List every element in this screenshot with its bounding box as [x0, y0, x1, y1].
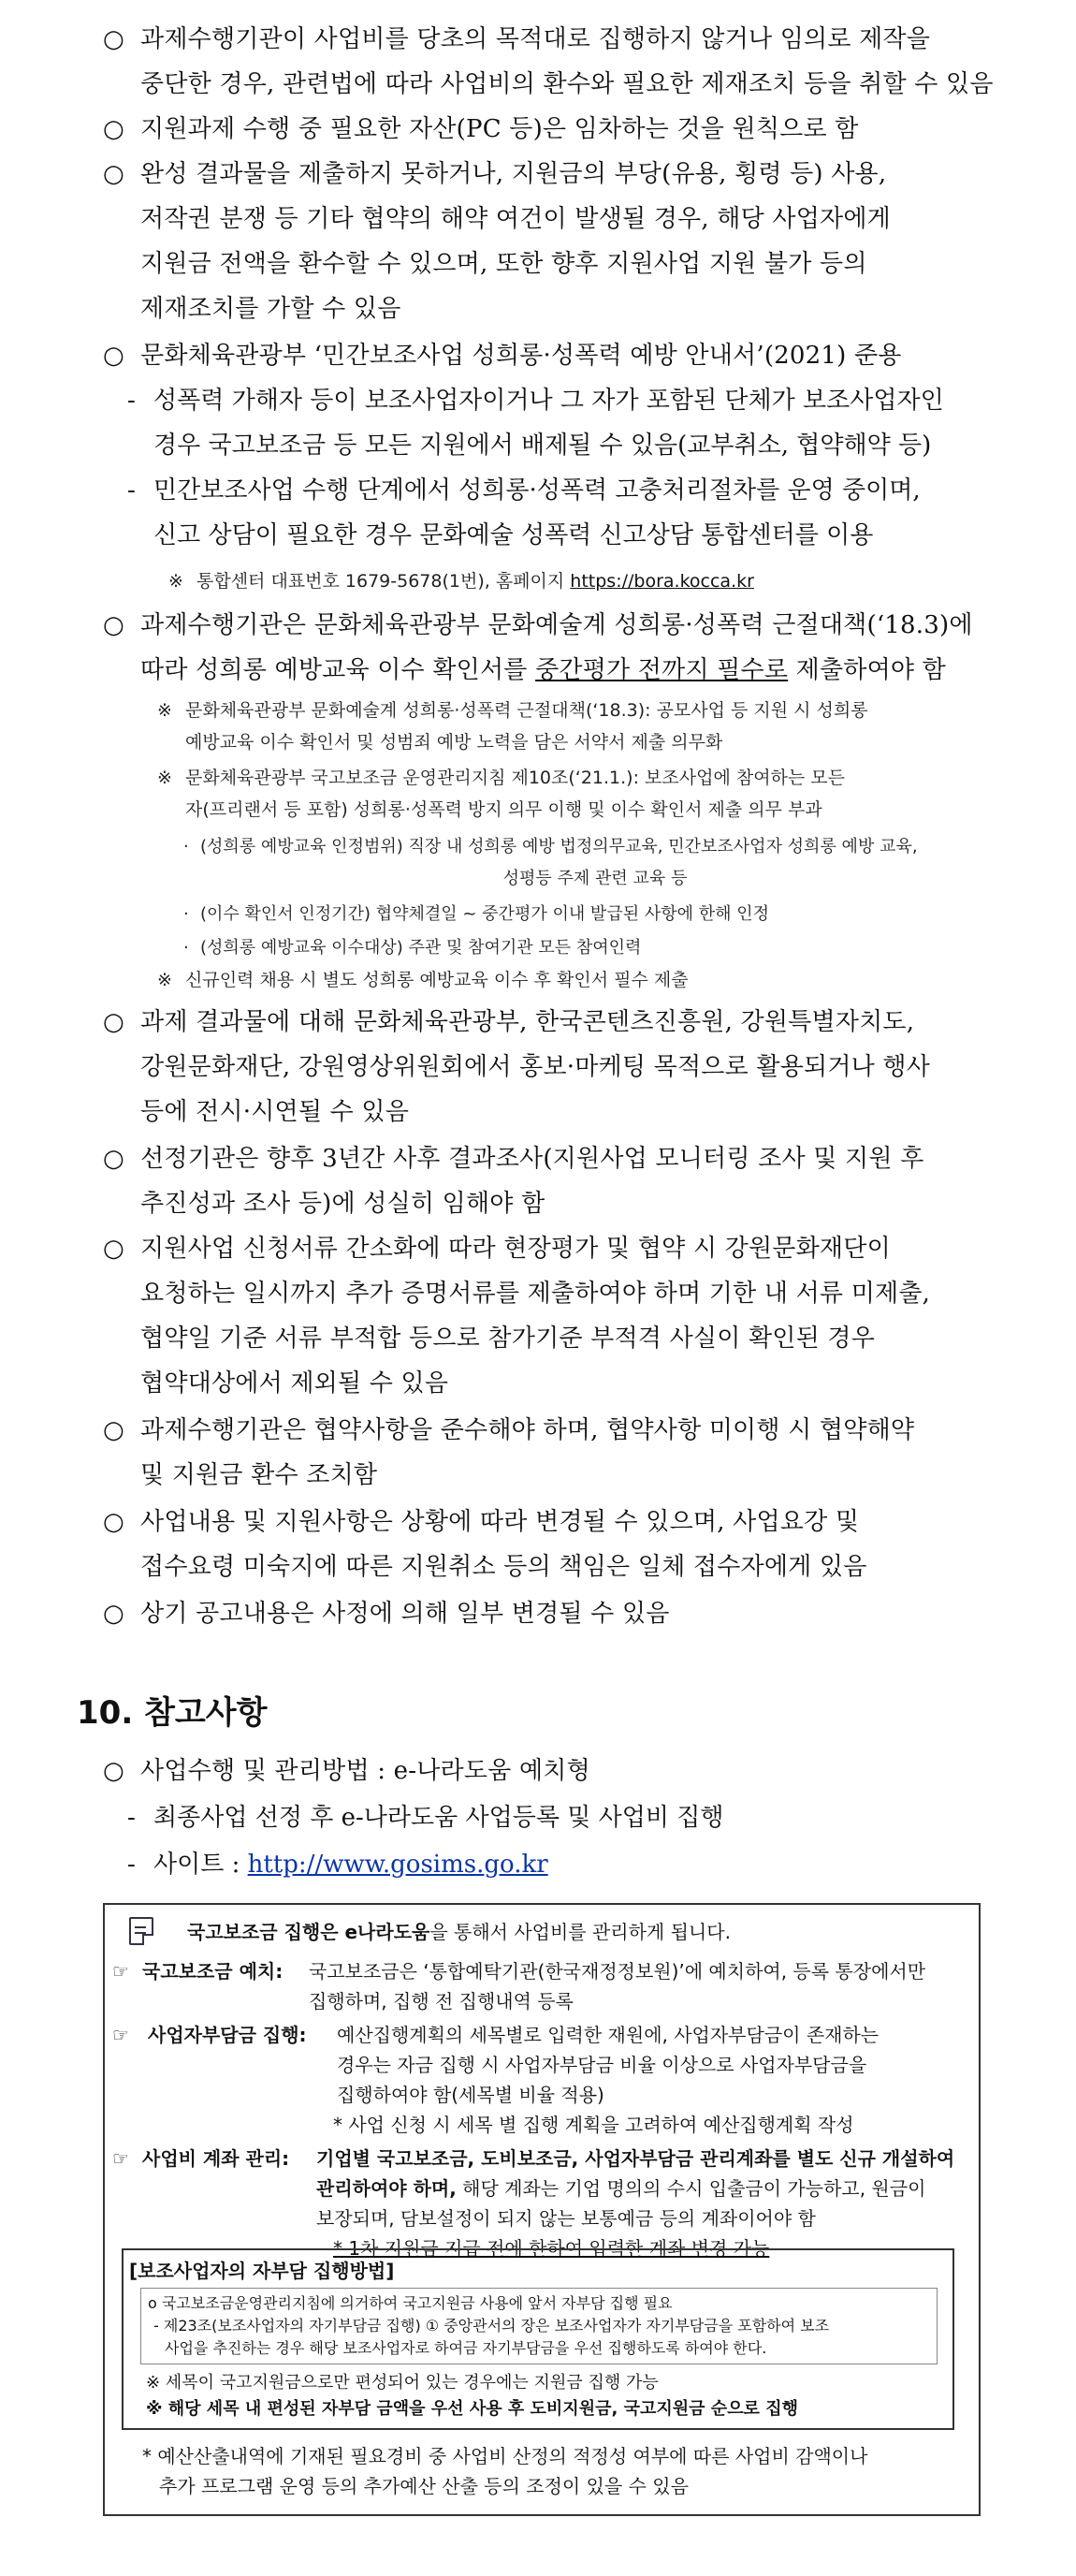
row-line: 국고보조금은 ‘통합예탁기관(한국재정정보원)’에 예치하여, 등록 통장에서만 — [309, 1960, 926, 1983]
bullet-mark: ○ — [103, 1416, 124, 1444]
row-label — [148, 2020, 307, 2050]
bullet-line: 지원금 전액을 환수할 수 있으며, 또한 향후 지원사업 지원 불가 등의 — [140, 250, 867, 278]
bullet-mark: ○ — [103, 160, 124, 188]
center-note — [168, 565, 992, 597]
bullet-item — [103, 1408, 1020, 1498]
box-header — [187, 1917, 973, 1947]
row-bold-text: 관리하여야 하며, — [316, 2177, 457, 2200]
dash-item — [127, 1842, 1016, 1887]
note-line: 신규인력 채용 시 별도 성희롱 예방교육 이수 후 확인서 필수 제출 — [185, 970, 689, 990]
bullet-line: 사업내용 및 지원사항은 상황에 따라 변경될 수 있으며, 사업요강 및 — [140, 1508, 860, 1536]
dash-mark: - — [127, 476, 136, 505]
note-mark: ※ — [157, 970, 172, 990]
dash-line: 신고 상담이 필요한 경우 문화예술 성폭력 신고상담 통합센터를 이용 — [153, 521, 874, 549]
bullet-line: 저작권 분쟁 등 기타 협약의 해약 여건이 발생될 경우, 해당 사업자에게 — [140, 205, 891, 233]
bullet-line: 지원과제 수행 중 필요한 자산(PC 등)은 임차하는 것을 원칙으로 함 — [140, 115, 859, 143]
bullet-item — [103, 1500, 1020, 1589]
box-footnote: * 예산산출내역에 기재된 필요경비 중 사업비 산정의 적정성 여부에 따른 사업비 감액이나 — [142, 2445, 868, 2467]
bullet-line: 과제수행기관이 사업비를 당초의 목적대로 집행하지 않거나 임의로 제작을 — [140, 25, 931, 53]
bullet-mark: ○ — [103, 115, 124, 143]
bullet-line: 등에 전시·시연될 수 있음 — [140, 1098, 410, 1126]
dash-mark: - — [127, 1851, 136, 1879]
row-line: 집행하여야 함(세목별 비율 적용) — [337, 2084, 604, 2106]
bullet-line: 제재조치를 가할 수 있음 — [140, 295, 401, 323]
bullet-line: 추진성과 조사 등)에 성실히 임해야 함 — [140, 1190, 545, 1218]
bullet-mark: ○ — [103, 1508, 124, 1536]
dash-line: 성폭력 가해자 등이 보조사업자이거나 그 자가 포함된 단체가 보조사업자인 — [153, 387, 944, 415]
note-mark: ※ — [157, 700, 172, 721]
bullet-mark: ○ — [103, 1145, 124, 1173]
note-mark: ※ — [168, 571, 183, 592]
bullet-item — [103, 333, 1020, 378]
document-icon — [129, 1917, 153, 1945]
sub-line: (성희롱 예방교육 이수대상) 주관 및 참여기관 모든 참여인력 — [200, 938, 642, 958]
note-mark: ※ — [157, 768, 172, 788]
inner-note-bold: ※ 해당 세목 내 편성된 자부담 금액을 우선 사용 후 도비지원금, 국고지원금 순으로 집행 — [146, 2399, 798, 2419]
bullet-item — [103, 17, 1020, 107]
sub-line: (성희롱 예방교육 인정범위) 직장 내 성희롱 예방 법정의무교육, 민간보조사업자 성희롱 예방 교육, — [200, 837, 918, 856]
bullet-line: 과제수행기관은 문화체육관광부 문화예술계 성희롱·성폭력 근절대책(‘18.3)에 — [140, 611, 973, 639]
row-label-text: 국고보조금 예치: — [142, 1960, 284, 1983]
quote-line: - 제23조(보조사업자의 자기부담금 집행) ① 중앙관서의 장은 보조사업자가 자기부담금을 포함하여 보조 — [153, 2317, 830, 2334]
bullet-item — [103, 1000, 1020, 1134]
edu-note — [157, 695, 999, 758]
dash-item — [127, 468, 1016, 558]
row-line — [316, 2174, 982, 2203]
row-label — [142, 1956, 283, 1986]
bullet-item — [103, 1226, 1020, 1406]
bullet-line: 접수요령 미숙지에 따른 지원취소 등의 책임은 일체 접수자에게 있음 — [140, 1553, 867, 1581]
quote-line: 사업을 추진하는 경우 해당 보조사업자로 하여금 자기부담금을 우선 집행하도록 하여야 한다. — [165, 2339, 767, 2357]
bullet-line-part: 제출하여야 함 — [788, 656, 946, 684]
row-line: 집행하며, 집행 전 집행내역 등록 — [309, 1990, 574, 2012]
inner-note — [146, 2396, 951, 2422]
pointing-hand-icon: ☞ — [112, 2024, 129, 2046]
pointing-hand-icon: ☞ — [112, 1960, 129, 1983]
edu-note — [157, 762, 999, 826]
dash-line: 민간보조사업 수행 단계에서 성희롱·성폭력 고충처리절차를 운영 중이며, — [153, 476, 921, 505]
row-line: 경우는 자금 집행 시 사업자부담금 비율 이상으로 사업자부담금을 — [337, 2054, 867, 2076]
sub-line: (이수 확인서 인정기간) 협약체결일 ~ 중간평가 이내 발급된 사항에 한해 인정 — [200, 904, 769, 924]
section-title: 10. 참고사항 — [77, 1694, 268, 1732]
bullet-item — [103, 152, 1020, 331]
bullet-item — [103, 1136, 1020, 1226]
sub-mark: · — [183, 904, 189, 924]
bullet-line-part: 따라 성희롱 예방교육 이수 확인서를 — [140, 656, 536, 684]
bullet-mark: ○ — [103, 611, 124, 639]
sub-mark: · — [183, 837, 189, 856]
note-line: 문화체육관광부 문화예술계 성희롱·성폭력 근절대책(‘18.3): 공모사업 등 지원 시 성희롱 — [185, 700, 868, 721]
bullet-mark: ○ — [103, 342, 124, 370]
bullet-line: 문화체육관광부 ‘민간보조사업 성희롱·성폭력 예방 안내서’(2021) 준용 — [140, 342, 902, 370]
bullet-line: 선정기관은 향후 3년간 사후 결과조사(지원사업 모니터링 조사 및 지원 후 — [140, 1145, 924, 1173]
bullet-line: 완성 결과물을 제출하지 못하거나, 지원금의 부당(유용, 횡령 등) 사용, — [140, 160, 887, 188]
dash-line: 최종사업 선정 후 e-나라도움 사업등록 및 사업비 집행 — [153, 1804, 724, 1832]
inner-note: ※ 세목이 국고지원금으로만 편성되어 있는 경우에는 지원금 집행 가능 — [146, 2373, 659, 2393]
bullet-line: 강원문화재단, 강원영상위원회에서 홍보·마케팅 목적으로 활용되거나 행사 — [140, 1053, 931, 1081]
bullet-line: 사업수행 및 관리방법 : e-나라도움 예치형 — [140, 1757, 590, 1785]
bullet-line: 요청하는 일시까지 추가 증명서류를 제출하여야 하며 기한 내 서류 미제출, — [140, 1280, 931, 1308]
row-note: * 사업 신청 시 세목 별 집행 계획을 고려하여 예산집행계획 작성 — [333, 2114, 854, 2136]
row-text: 해당 계좌는 기업 명의의 수시 입출금이 가능하고, 원금이 — [456, 2177, 926, 2200]
row-line: 보장되며, 담보설정이 되지 않는 보통예금 등의 계좌이어야 함 — [316, 2207, 816, 2230]
bullet-mark: ○ — [103, 25, 124, 53]
row-label-text: 사업비 계좌 관리: — [142, 2147, 290, 2170]
row-label-text: 사업자부담금 집행: — [148, 2024, 307, 2046]
box-header-rest: 을 통해서 사업비를 관리하게 됩니다. — [429, 1921, 731, 1943]
bullet-line: 상기 공고내용은 사정에 의해 일부 변경될 수 있음 — [140, 1600, 670, 1628]
dash-mark: - — [127, 387, 136, 415]
note-line: 문화체육관광부 국고보조금 운영관리지침 제10조(‘21.1.): 보조사업에 참여하는 모든 — [185, 768, 845, 788]
dash-item — [127, 378, 1016, 468]
bora-link[interactable]: https://bora.kocca.kr — [570, 571, 754, 592]
bullet-item — [103, 1591, 1020, 1636]
sub-mark: · — [183, 938, 189, 958]
row-note: * 1차 지원금 지급 전에 한하여 입력한 계좌 변경 가능 — [333, 2237, 770, 2260]
bullet-mark: ○ — [103, 1757, 124, 1785]
inner-box-title-text: [보조사업자의 자부담 집행방법] — [129, 2260, 395, 2282]
bullet-line: 과제수행기관은 협약사항을 준수해야 하며, 협약사항 미이행 시 협약해약 — [140, 1416, 915, 1444]
row-bold-text: 기업별 국고보조금, 도비보조금, 사업자부담금 관리계좌를 별도 신규 개설하여 — [316, 2147, 955, 2170]
dash-mark: - — [127, 1804, 136, 1832]
underlined-deadline: 중간평가 전까지 필수로 — [535, 656, 789, 684]
bullet-line: 지원사업 신청서류 간소화에 따라 현장평가 및 협약 시 강원문화재단이 — [140, 1235, 891, 1263]
row-line: 예산집행계획의 세목별로 입력한 재원에, 사업자부담금이 존재하는 — [337, 2024, 880, 2046]
education-item — [103, 603, 1020, 693]
sub-line: 성평등 주제 관련 교육 등 — [502, 869, 688, 888]
gosims-link[interactable]: http://www.gosims.go.kr — [247, 1851, 548, 1879]
bullet-item — [103, 107, 1020, 152]
quote-line: o 국고보조금운영관리지침에 의거하여 국고지원금 사용에 앞서 자부담 집행 필요 — [148, 2294, 673, 2312]
edu-sub — [183, 932, 1007, 964]
row-line — [316, 2144, 982, 2174]
edu-note — [157, 964, 999, 996]
box-header-bold: 국고보조금 집행은 e나라도움 — [187, 1921, 430, 1943]
bullet-mark: ○ — [103, 1008, 124, 1036]
bullet-mark: ○ — [103, 1600, 124, 1628]
edu-sub — [183, 831, 1007, 895]
dash-line: 경우 국고보조금 등 모든 지원에서 배제될 수 있음(교부취소, 협약해약 등) — [153, 432, 932, 460]
dash-item — [127, 1795, 1016, 1840]
bullet-line: 및 지원금 환수 조치함 — [140, 1461, 378, 1489]
box-footnote: 추가 프로그램 운영 등의 추가예산 산출 등의 조정이 있을 수 있음 — [159, 2475, 689, 2497]
section10-item — [103, 1749, 1020, 1793]
bullet-line: 과제 결과물에 대해 문화체육관광부, 한국콘텐츠진흥원, 강원특별자치도, — [140, 1008, 915, 1036]
note-line: 자(프리랜서 등 포함) 성희롱·성폭력 방지 의무 이행 및 이수 확인서 제출 의무 부과 — [185, 799, 822, 820]
row-label — [142, 2144, 289, 2174]
inner-box-title — [129, 2256, 943, 2286]
bullet-line: 협약대상에서 제외될 수 있음 — [140, 1369, 449, 1398]
edu-sub — [183, 899, 1007, 930]
pointing-hand-icon: ☞ — [112, 2147, 129, 2170]
note-line: 예방교육 이수 확인서 및 성범죄 예방 노력을 담은 서약서 제출 의무화 — [185, 732, 723, 753]
bullet-line: 중단한 경우, 관련법에 따라 사업비의 환수와 필요한 제재조치 등을 취할 수 있음 — [140, 70, 994, 98]
bullet-line: 협약일 기준 서류 부적합 등으로 참가기준 부적격 사실이 확인된 경우 — [140, 1325, 876, 1353]
bullet-mark: ○ — [103, 1235, 124, 1263]
center-note-text: 통합센터 대표번호 1679-5678(1번), 홈페이지 — [196, 571, 565, 592]
site-label: 사이트 : — [153, 1851, 240, 1879]
